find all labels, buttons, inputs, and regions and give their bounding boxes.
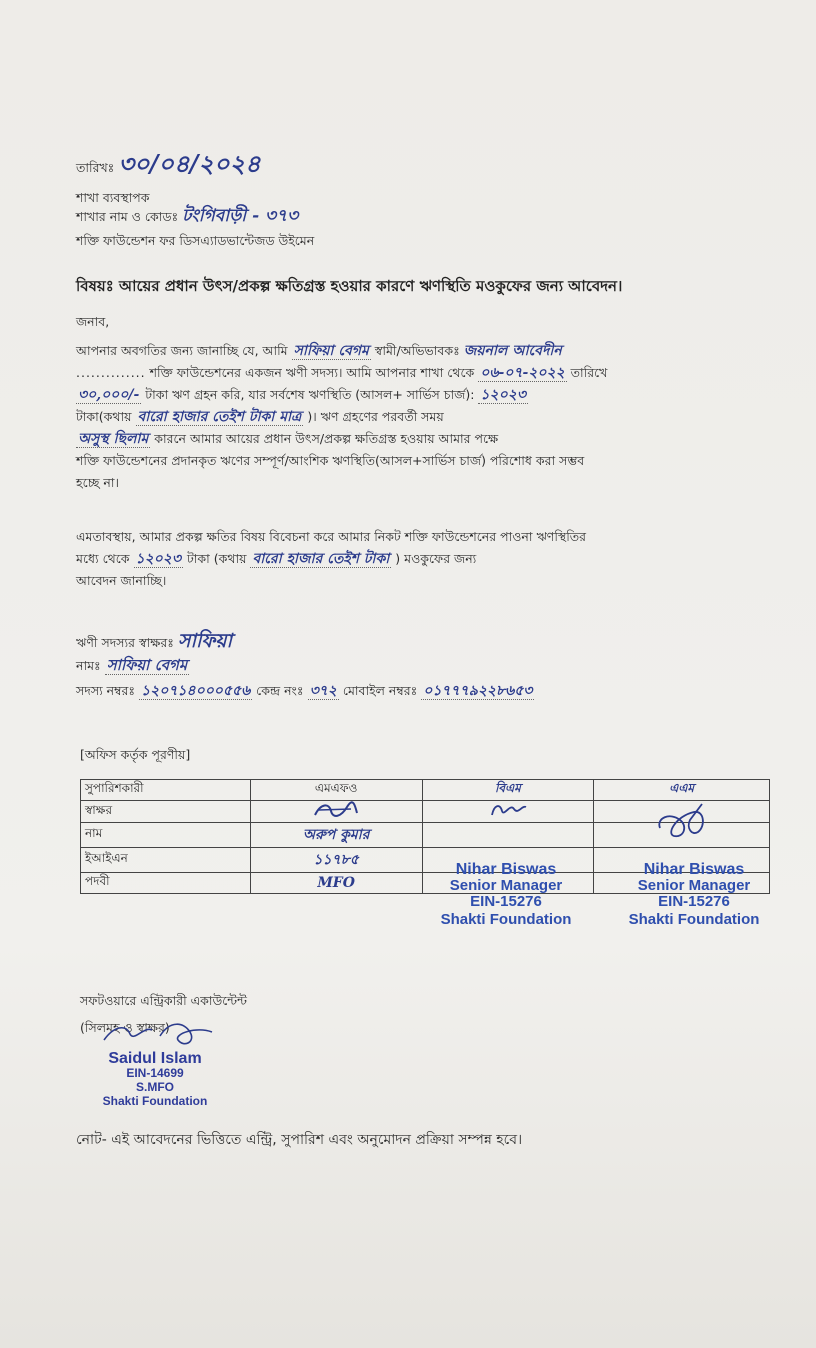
mfo-designation-cell — [250, 873, 422, 894]
loan-amount: ৩০,০০০/- — [78, 387, 140, 403]
row-label: স্বাক্ষর — [81, 801, 251, 823]
am-signature — [650, 798, 720, 842]
dots: .............. — [76, 365, 146, 380]
para2-text-2: মধ্যে থেকে — [76, 551, 130, 566]
bm-signature-cell — [422, 801, 594, 823]
member-name: সাফিয়া বেগম — [106, 656, 188, 674]
accountant-signature — [100, 1016, 230, 1052]
para1-text-2: স্বামী/অভিভাবকঃ — [374, 343, 460, 358]
para1-text-1: আপনার অবগতির জন্য জানাচ্ছি যে, আমি — [76, 343, 288, 358]
member-number-label: সদস্য নম্বরঃ — [76, 683, 136, 698]
member-numbers-line — [76, 684, 534, 698]
waiver-amount-words: বারো হাজার তেইশ টাকা — [252, 551, 390, 567]
mobile-number-label: মোবাইল নম্বরঃ — [342, 683, 418, 698]
loan-date: ০৬-০৭-২০২২ — [480, 365, 565, 381]
cell-bm — [422, 780, 594, 801]
mfo-ein-cell — [250, 848, 422, 873]
para1-text-3: শক্তি ফাউন্ডেশনের একজন ঋণী সদস্য। আমি আপনার শাখা থেকে — [149, 365, 475, 380]
waiver-amount: ১২০২৩ — [135, 551, 181, 567]
loan-balance: ১২০২৩ — [480, 387, 526, 403]
accountant-stamp-org: Shakti Foundation — [102, 1094, 208, 1108]
office-heading: [অফিস কর্তৃক পূরণীয়] — [80, 747, 191, 762]
accountant-stamp-name: Saidul Islam — [108, 1050, 202, 1067]
bm-stamp — [426, 862, 586, 928]
member-signature-label: ঋণী সদস্যর স্বাক্ষরঃ — [76, 635, 174, 650]
salutation: জনাব, — [76, 314, 110, 329]
member-name-label: নামঃ — [76, 658, 101, 673]
seal-label: (সিলমহ ও স্বাক্ষর) — [80, 1020, 170, 1035]
stamp-role: Senior Manager — [637, 877, 751, 894]
row-label: পদবী — [81, 873, 251, 894]
balance-in-words: বারো হাজার তেইশ টাকা মাত্র — [137, 409, 302, 425]
mfo-ein: ১১৭৮৫ — [313, 852, 359, 868]
loss-reason: অসুস্থ ছিলাম — [78, 431, 149, 447]
stamp-ein: EIN-15276 — [658, 893, 730, 910]
para2-text-4: ) মওকুফের জন্য — [395, 551, 477, 566]
mfo-name: অরুপ কুমার — [302, 827, 370, 843]
para1-text-5: টাকা ঋণ গ্রহন করি, যার সর্বশেষ ঋণস্থিতি (আসল+ সার্ভিস চার্জ): — [145, 387, 475, 402]
stamp-ein: EIN-15276 — [470, 893, 542, 910]
mfo-name-cell — [250, 823, 422, 848]
accountant-stamp-ein: EIN-14699 — [126, 1066, 184, 1080]
date-value: ৩০/০৪/২০২৪ — [118, 149, 261, 178]
row-label: সুপারিশকারী — [81, 780, 251, 801]
stamp-org: Shakti Foundation — [440, 911, 572, 928]
para1-text-6: টাকা(কথায় — [76, 409, 132, 424]
para2-text-3: টাকা (কথায় — [186, 551, 247, 566]
para1-text-9: শক্তি ফাউন্ডেশনের প্রদানকৃত ঋণের সম্পূর্ণ/আংশিক ঋণস্থিতি(আসল+সার্ভিস চার্জ) পরিশোধ করা সম্ভব — [76, 453, 585, 468]
para1-text-8: কারনে আমার আয়ের প্রধান উৎস/প্রকল্প ক্ষতিগ্রস্ত হওয়ায় আমার পক্ষে — [154, 431, 499, 446]
accountant-stamp-role: S.MFO — [136, 1080, 174, 1094]
member-name-line — [76, 658, 189, 673]
org-line: শক্তি ফাউন্ডেশন ফর ডিসএ্যাডভান্টেজড উইমেন — [76, 233, 315, 248]
stamp-name: Nihar Biswas — [455, 861, 557, 878]
para1-text-7: )। ঋণ গ্রহণের পরবর্তী সময় — [307, 409, 444, 424]
guardian-name: জয়নাল আবেদীন — [463, 343, 562, 359]
para1-text-4: তারিখে — [570, 365, 608, 380]
body-paragraph-2 — [76, 526, 756, 592]
am-handwritten: এএম — [669, 781, 695, 795]
recipient: শাখা ব্যবস্থাপক — [76, 190, 150, 205]
subject-line: বিষয়ঃ আয়ের প্রধান উৎস/প্রকল্প ক্ষতিগ্রস্ত হওয়ার কারণে ঋণস্থিতি মওকুফের জন্য আবেদন। — [76, 277, 623, 295]
cell-mfo: এমএফও — [250, 780, 422, 801]
row-label: ইআইএন — [81, 848, 251, 873]
accountant-stamp — [82, 1052, 228, 1108]
mobile-number: ০১৭৭৭৯২২৮৬৫৩ — [423, 683, 533, 699]
bm-handwritten: বিএম — [494, 781, 521, 795]
am-stamp — [612, 862, 776, 928]
body-paragraph-1 — [76, 340, 756, 494]
mfo-signature — [311, 801, 361, 819]
branch-label: শাখার নাম ও কোডঃ — [76, 209, 179, 224]
member-number: ১২০৭১৪০০০৫৫৬ — [141, 683, 251, 699]
date-line — [76, 149, 261, 178]
member-signature-line — [76, 632, 232, 651]
empty-cell — [422, 823, 594, 848]
mfo-designation: MFO — [317, 875, 355, 891]
bm-signature — [478, 801, 538, 819]
branch-line — [76, 208, 298, 225]
date-label: তারিখঃ — [76, 160, 115, 175]
applicant-name: সাফিয়া বেগম — [293, 343, 369, 359]
center-number-label: কেন্দ্র নংঃ — [256, 683, 304, 698]
mfo-signature-cell — [250, 801, 422, 823]
stamp-name: Nihar Biswas — [643, 861, 745, 878]
row-label: নাম — [81, 823, 251, 848]
member-signature: সাফিয়া — [177, 630, 232, 652]
accountant-label: সফটওয়ারে এন্ট্রিকারী একাউন্টেন্ট — [80, 993, 247, 1008]
para1-text-10: হচ্ছে না। — [76, 475, 119, 490]
stamp-org: Shakti Foundation — [628, 911, 760, 928]
para2-text-1: এমতাবস্থায়, আমার প্রকল্প ক্ষতির বিষয় বিবেচনা করে আমার নিকট শক্তি ফাউন্ডেশনের পাওনা ঋণস্থিতির — [76, 529, 587, 544]
para2-text-5: আবেদন জানাচ্ছি। — [76, 573, 167, 588]
branch-value: টংগিবাড়ী - ৩৭৩ — [182, 206, 299, 226]
stamp-role: Senior Manager — [449, 877, 563, 894]
center-number: ৩৭২ — [309, 683, 337, 699]
footer-note: নোট- এই আবেদনের ভিত্তিতে এন্ট্রি, সুপারিশ এবং অনুমোদন প্রক্রিয়া সম্পন্ন হবে। — [76, 1132, 523, 1148]
